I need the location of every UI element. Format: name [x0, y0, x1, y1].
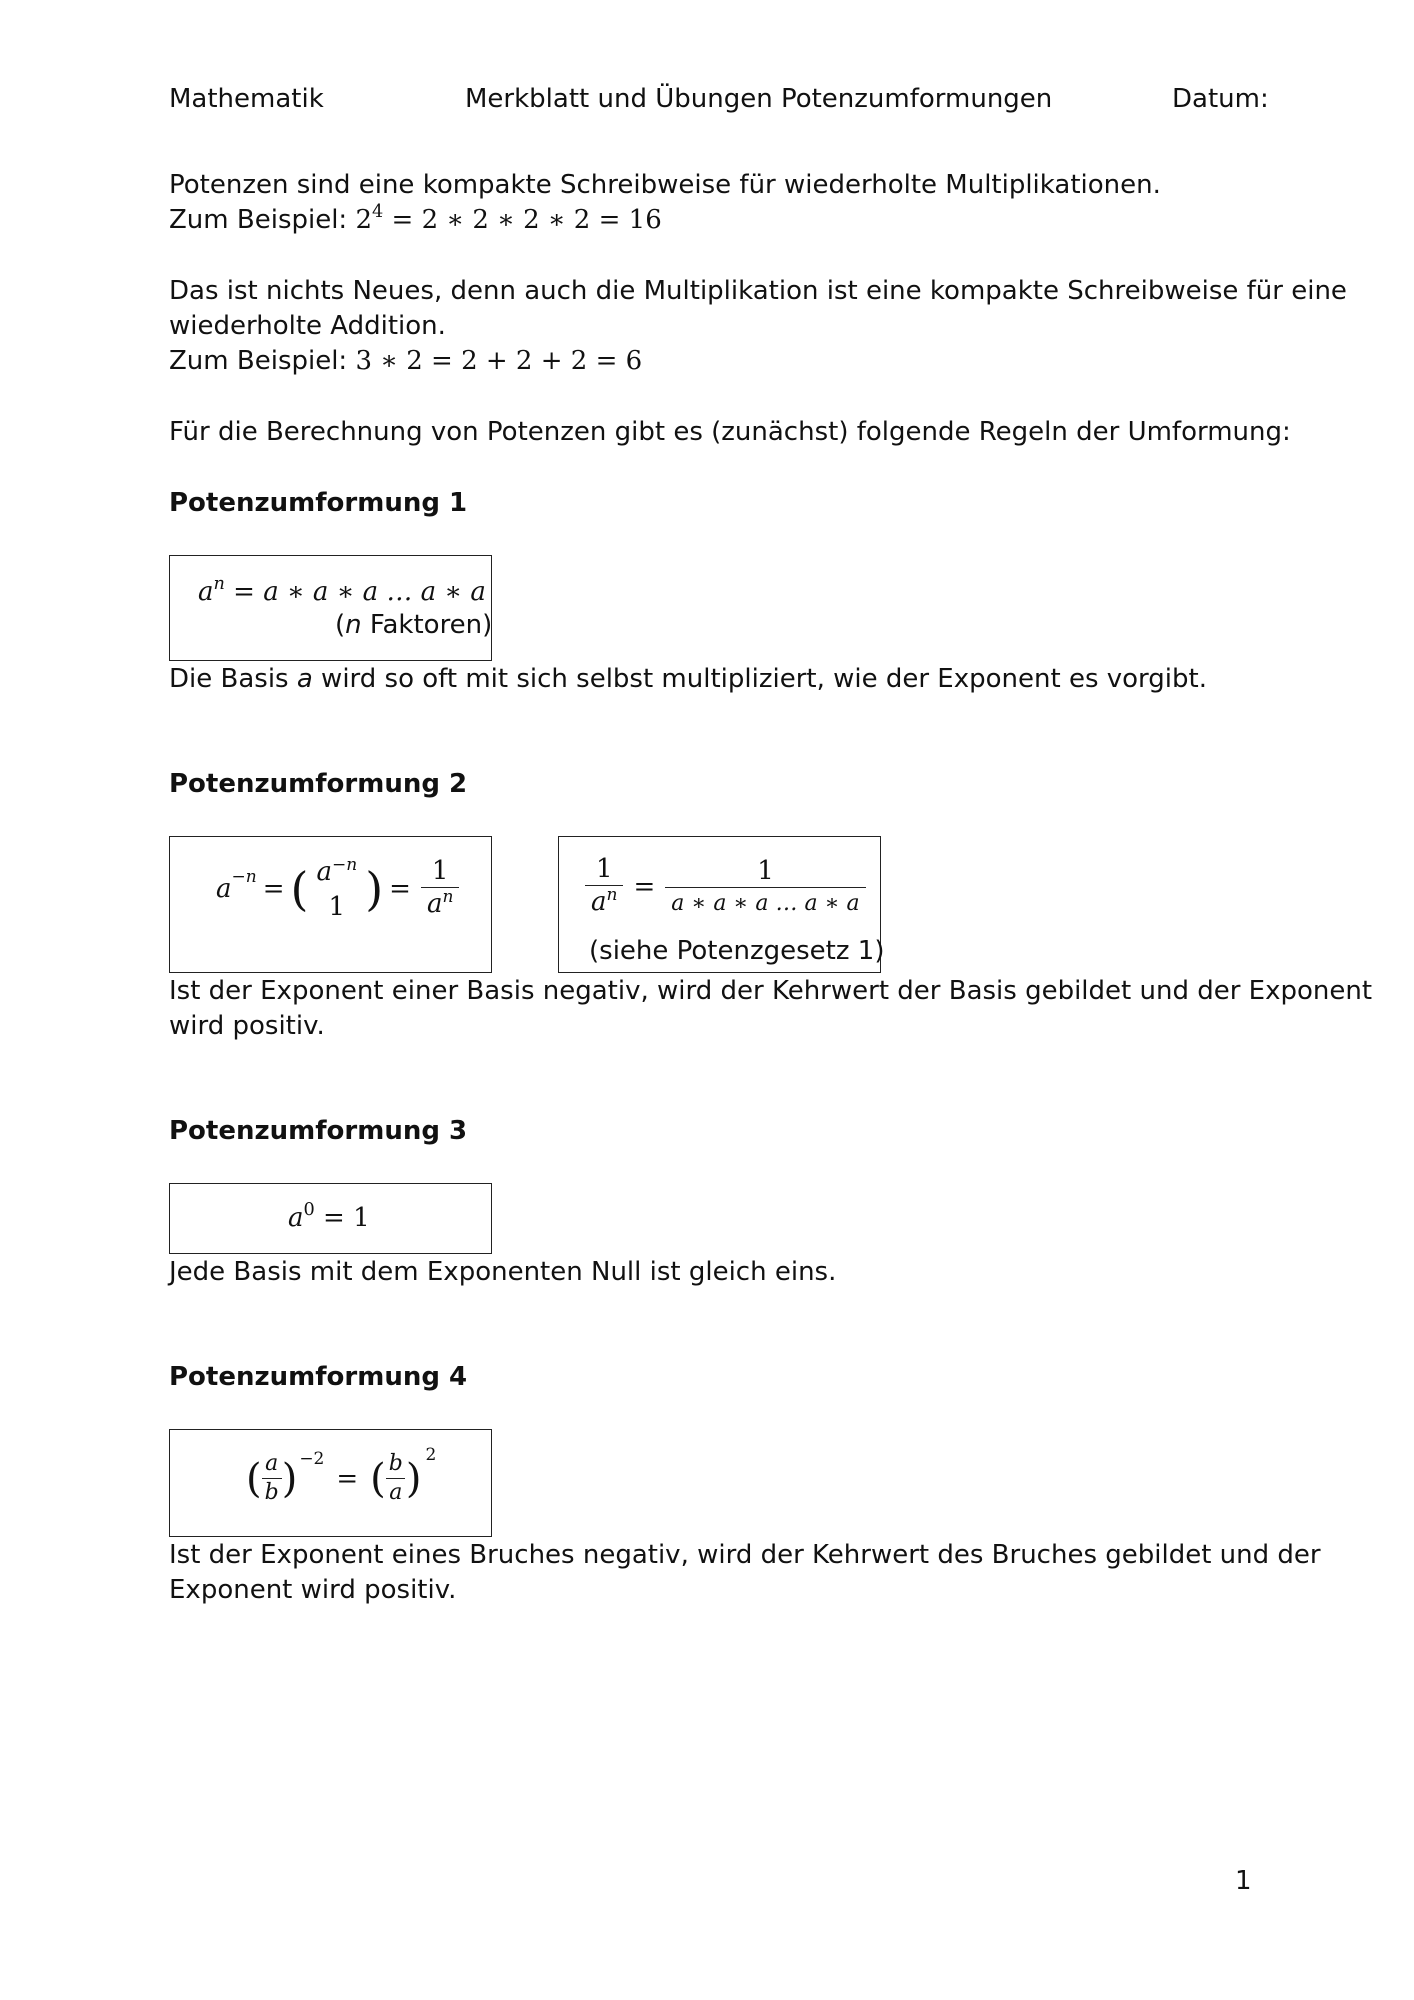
desc-text: Die Basis [169, 664, 297, 694]
formula-result: = 1 [314, 1203, 370, 1233]
lhs-exponent: −n [231, 867, 257, 887]
rule-1-formula-box [169, 555, 492, 661]
rhs-den-exponent: n [442, 887, 454, 907]
rule-3-formula-box [169, 1183, 492, 1254]
rule-1-description [169, 662, 1207, 697]
rule-2-heading: Potenzumformung 2 [169, 769, 468, 799]
example-math: 3 ∗ 2 = 2 + 2 + 2 = 6 [355, 346, 643, 376]
paren-denominator: 1 [328, 891, 346, 922]
box2-lhs-den-exponent: n [606, 885, 618, 905]
box2-lhs-den-base: a [591, 887, 607, 917]
intro-paragraph-3: Für die Berechnung von Potenzen gibt es (zunächst) folgende Regeln der Umformung: [169, 417, 1291, 447]
rule-4-heading: Potenzumformung 4 [169, 1362, 468, 1392]
rhs-numerator: b [388, 1451, 403, 1476]
rhs-den-base: a [426, 889, 443, 919]
example-label: Zum Beispiel: [169, 346, 356, 376]
paren-num-base: a [316, 856, 332, 887]
lhs-numerator: a [265, 1451, 279, 1476]
intro-example-1 [169, 203, 662, 238]
intro-example-2 [169, 344, 642, 379]
rule-4-formula: ( $\frac{a}{b}$ ) −2 = ( $\frac{b}{a}$ ) 2 [246, 1450, 436, 1507]
lhs-base: a [216, 874, 232, 904]
rhs-fraction [421, 855, 459, 923]
intro-paragraph-2-line-2: wiederholte Addition. [169, 311, 446, 341]
formula-exponent: 0 [303, 1200, 315, 1221]
header-title: Merkblatt und Übungen Potenzumformungen [465, 84, 1053, 114]
box2-rhs-denominator: a ∗ a ∗ a … a ∗ a [665, 887, 865, 920]
rhs-numerator: 1 [431, 856, 449, 886]
box2-rhs-numerator: 1 [757, 855, 774, 886]
example-label: Zum Beispiel: [169, 205, 356, 235]
intro-paragraph-1: Potenzen sind eine kompakte Schreibweise für wiederholte Multiplikationen. [169, 170, 1161, 200]
box2-lhs-fraction [585, 853, 623, 921]
rule-3-formula [288, 1202, 370, 1234]
rule-4-formula-box [169, 1429, 492, 1537]
formula-base: a [288, 1203, 304, 1233]
note-paren: ( [335, 610, 346, 640]
example-exponent: 4 [372, 202, 384, 223]
rule-2-description-line-1: Ist der Exponent einer Basis negativ, wird der Kehrwert der Basis gebildet und der Exponent [169, 976, 1373, 1006]
rhs-denominator: a [386, 1478, 405, 1507]
rule-4-description-line-2: Exponent wird positiv. [169, 1575, 457, 1605]
rule-2-formula-1: a −n = ( $a^{-n}$ 1 ) = $\frac{1}{a^n}$ [216, 855, 463, 923]
paren-num-exponent: −n [331, 854, 358, 875]
lhs-denominator: b [262, 1478, 282, 1507]
lhs-fraction [262, 1450, 282, 1507]
rule-3-heading: Potenzumformung 3 [169, 1116, 468, 1146]
rule-1-note [335, 609, 492, 641]
page-number: 1 [1235, 1866, 1252, 1896]
equals-sign: = [336, 1463, 359, 1494]
rule-3-description: Jede Basis mit dem Exponenten Null ist gleich eins. [169, 1257, 837, 1287]
rule-1-formula [198, 576, 486, 608]
rhs-exponent: 2 [425, 1444, 437, 1465]
rule-2-description-line-2: wird positiv. [169, 1011, 325, 1041]
rhs-fraction [386, 1450, 406, 1507]
note-variable: n [345, 610, 362, 640]
box2-lhs-numerator: 1 [595, 854, 613, 884]
desc-variable: a [296, 664, 313, 694]
header-subject: Mathematik [169, 84, 324, 114]
header-date-label: Datum: [1172, 84, 1269, 114]
rule-2-formula-box-1 [169, 836, 492, 973]
rule-4-description-line-1: Ist der Exponent eines Bruches negativ, wird der Kehrwert des Bruches gebildet und der [169, 1540, 1321, 1570]
rule-2-note: (siehe Potenzgesetz 1) [589, 936, 885, 966]
paren-fraction [310, 856, 363, 923]
example-base: 2 [355, 205, 373, 235]
rule-2-formula-box-2 [558, 836, 885, 973]
desc-text: wird so oft mit sich selbst multipliziert, wie der Exponent es vorgibt. [312, 664, 1207, 694]
formula-expansion: = a ∗ a ∗ a … a ∗ a [224, 577, 486, 607]
box2-rhs-fraction [665, 855, 865, 920]
intro-paragraph-2-line-1: Das ist nichts Neues, denn auch die Multiplikation ist eine kompakte Schreibweise für eine [169, 276, 1347, 306]
formula-exponent: n [213, 574, 225, 595]
lhs-exponent: −2 [299, 1448, 325, 1469]
note-text: Faktoren) [361, 610, 493, 640]
example-expansion: = 2 ∗ 2 ∗ 2 ∗ 2 = 16 [383, 205, 662, 235]
rule-2-formula-2: $\frac{1}{a^n}$ = $\frac{1}{a ∗ a ∗ a \dots a ∗ a}$ [581, 853, 870, 921]
formula-base: a [198, 577, 214, 607]
rule-1-heading: Potenzumformung 1 [169, 488, 468, 518]
